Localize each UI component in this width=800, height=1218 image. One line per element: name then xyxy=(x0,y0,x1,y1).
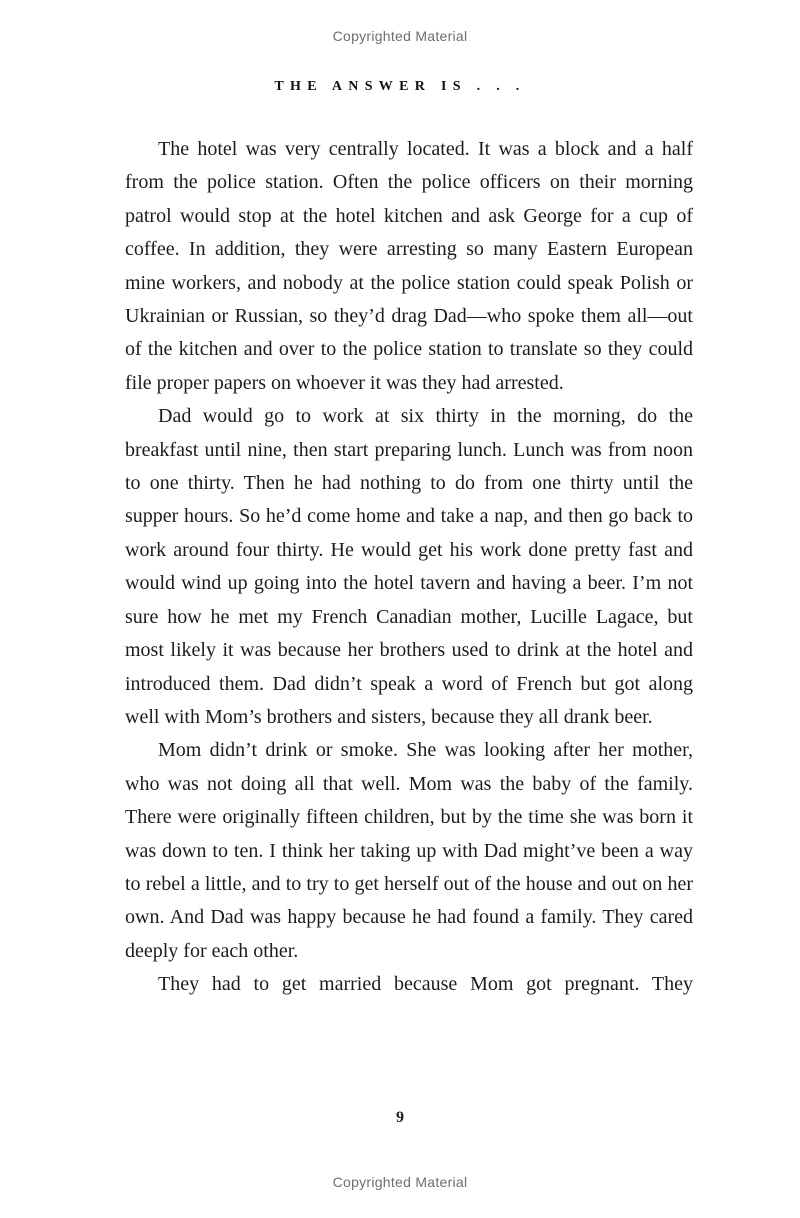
paragraph: Dad would go to work at six thirty in the morning, do the breakfast until nine, then start preparing lunch. Lunch was from noon to one thirty. Then he had nothing to do from one thirty until the supper hours. So he’d come home and take a nap, and then go back to work around four thirty. He would get his work done pretty fast and would wind up going into the hotel tavern and having a beer. I’m not sure how he met my French Canadian mother, Lucille Lagace, but most likely it was because her brothers used to drink at the hotel and introduced them. Dad didn’t speak a word of French but got along well with Mom’s brothers and sisters, because they all drank beer. xyxy=(125,405,693,728)
paragraph: They had to get married because Mom got pregnant. They xyxy=(158,973,693,996)
running-head: THE ANSWER IS . . . xyxy=(274,79,526,94)
page-number: 9 xyxy=(396,1109,404,1126)
paragraph: The hotel was very centrally located. It was a block and a half from the police station. Often the police officers on their morning patrol would stop at the hotel kitchen and ask George for a cup of coffee. In addition, they were arresting so many Eastern European mine workers, and nobody at the police station could speak Polish or Ukrainian or Russian, so they’d drag Dad—who spoke them all—out of the kitchen and over to the police station to translate so they could file proper papers on whoever it was they had arrested. xyxy=(125,138,693,394)
paragraph: Mom didn’t drink or smoke. She was looking after her mother, who was not doing all that well. Mom was the baby of the family. There were originally fifteen children, but by the time she was born it was down to ten. I think her taking up with Dad might’ve been a way to rebel a little, and to try to get herself out of the house and out on her own. And Dad was happy because he had found a family. They cared deeply for each other. xyxy=(125,739,693,962)
body-text xyxy=(125,133,693,1002)
copyright-notice-top: Copyrighted Material xyxy=(332,28,468,44)
copyright-notice-bottom: Copyrighted Material xyxy=(332,1174,468,1190)
